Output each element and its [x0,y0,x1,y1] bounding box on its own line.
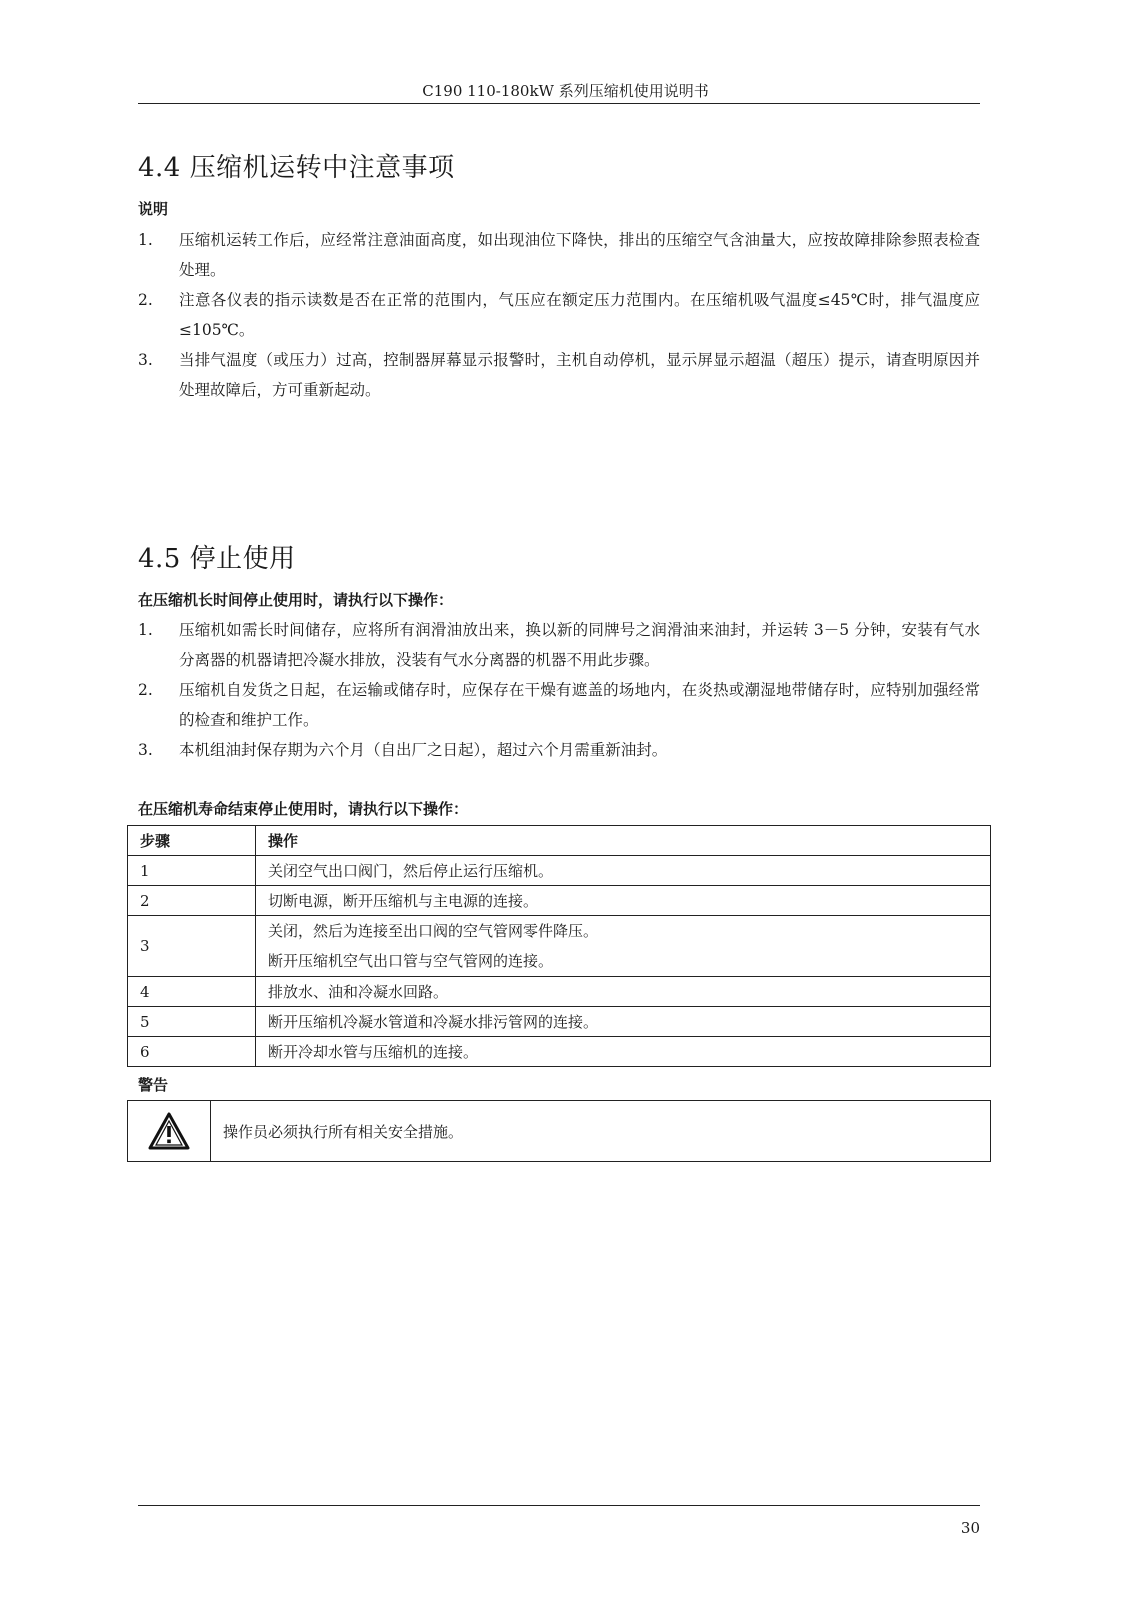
section-4-4-list [138,225,980,405]
list-item-number: 1. [138,621,153,639]
end-of-life-label: 在压缩机寿命结束停止使用时，请执行以下操作： [138,800,469,818]
section-4-4-heading: 4.4 压缩机运转中注意事项 [138,153,455,183]
table-row [128,1007,991,1037]
list-item [138,615,980,675]
warning-box [127,1100,991,1162]
list-item-number: 2. [138,291,153,309]
list-item [138,225,980,285]
list-item-number: 2. [138,681,153,699]
operation-cell: 切断电源，断开压缩机与主电源的连接。 [256,886,991,916]
operation-cell [256,916,991,977]
list-item-text: 压缩机运转工作后，应经常注意油面高度，如出现油位下降快，排出的压缩空气含油量大，应按故障排除参照表检查处理。 [179,231,980,279]
table-row [128,886,991,916]
end-of-life-steps-table [127,825,991,1067]
section-4-4-label: 说明 [138,200,169,218]
operation-line: 关闭，然后为连接至出口阀的空气管网零件降压。 [268,922,599,940]
table-row [128,856,991,886]
operation-cell: 断开冷却水管与压缩机的连接。 [256,1037,991,1067]
page-number: 30 [960,1519,980,1537]
warning-icon-cell [128,1101,211,1161]
list-item-text: 本机组油封保存期为六个月（自出厂之日起），超过六个月需重新油封。 [179,741,668,759]
section-4-5-list [138,615,980,765]
warning-text: 操作员必须执行所有相关安全措施。 [223,1122,464,1141]
list-item-number: 1. [138,231,153,249]
warning-label: 警告 [138,1076,169,1094]
section-4-5-heading: 4.5 停止使用 [138,544,296,574]
list-item [138,345,980,405]
table-header-row [128,826,991,856]
column-header-step: 步骤 [128,826,256,856]
warning-triangle-icon [147,1111,191,1151]
operation-line: 断开压缩机空气出口管与空气管网的连接。 [268,952,554,970]
operation-cell: 断开压缩机冷凝水管道和冷凝水排污管网的连接。 [256,1007,991,1037]
column-header-operation: 操作 [256,826,991,856]
operation-cell: 关闭空气出口阀门，然后停止运行压缩机。 [256,856,991,886]
step-cell: 3 [128,916,256,977]
list-item [138,285,980,345]
list-item-text: 压缩机如需长时间储存，应将所有润滑油放出来，换以新的同牌号之润滑油来油封，并运转 3－5 分钟，安装有气水分离器的机器请把冷凝水排放，没装有气水分离器的机器不用此步骤。 [179,621,980,669]
list-item [138,735,980,765]
list-item-number: 3. [138,351,153,369]
step-cell: 1 [128,856,256,886]
table-row [128,977,991,1007]
table-row [128,1037,991,1067]
operation-cell: 排放水、油和冷凝水回路。 [256,977,991,1007]
running-header: C190 110-180kW 系列压缩机使用说明书 [422,82,709,100]
table-row [128,916,991,977]
list-item [138,675,980,735]
list-item-text: 当排气温度（或压力）过高，控制器屏幕显示报警时，主机自动停机，显示屏显示超温（超压）提示，请查明原因并处理故障后，方可重新起动。 [179,351,980,399]
list-item-number: 3. [138,741,153,759]
header-rule [138,103,980,104]
step-cell: 4 [128,977,256,1007]
step-cell: 5 [128,1007,256,1037]
step-cell: 6 [128,1037,256,1067]
long-stop-label: 在压缩机长时间停止使用时，请执行以下操作： [138,591,454,609]
step-cell: 2 [128,886,256,916]
list-item-text: 压缩机自发货之日起，在运输或储存时，应保存在干燥有遮盖的场地内，在炎热或潮湿地带储存时，应特别加强经常的检查和维护工作。 [179,681,980,729]
footer-rule [138,1505,980,1506]
list-item-text: 注意各仪表的指示读数是否在正常的范围内，气压应在额定压力范围内。在压缩机吸气温度≤45℃时，排气温度应≤105℃。 [179,291,980,339]
